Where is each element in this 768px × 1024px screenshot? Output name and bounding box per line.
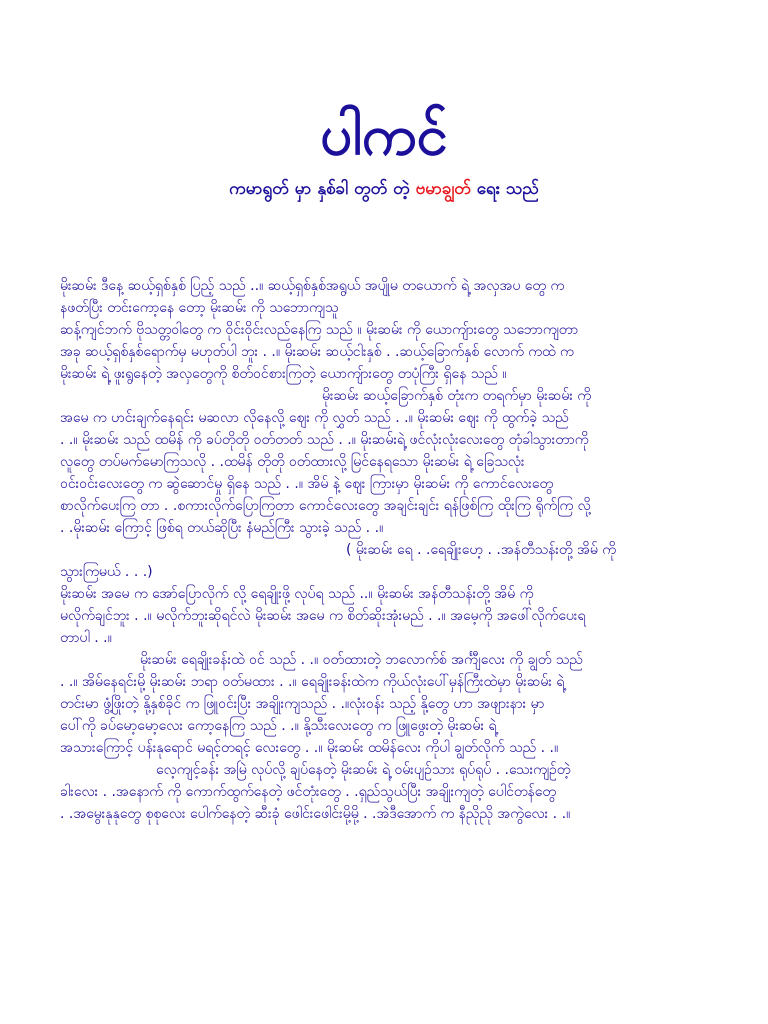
text-line: . .အမွေးနုနုတွေ စုစုလေး ပေါက်နေတဲ့ ဆီးခုံ ဖေါင်းဖေါင်းမို့မို့ . .အဲဒီအောက် က နီညိုညို အကွဲလေး . .။ (60, 806, 571, 822)
story-body (60, 275, 720, 825)
text-line: မလိုက်ချင်ဘူး . .။ မလိုက်ဘူးဆိုရင်လဲ မိုးဆမ်း အမေ က စိတ်ဆိုးအုံးမည် . .။ အမေ့ကို အဖေါ်လိုက်ပေးရ (60, 608, 586, 624)
text-line: လေ့ကျင့်ခန်း အမြဲ လုပ်လို့ ချပ်နေတဲ့ မိုးဆမ်း ရဲ့ ဝမ်းပျဉ်သား ရုပ်ရုပ် . .သေးကျဉ်တဲ့ (156, 762, 571, 778)
text-line: . .။ အိမ်နေရင်းမို့ မိုးဆမ်း ဘရာ ဝတ်မထား . .။ ရေချိုးခန်းထဲက ကိုယ်လုံးပေါ်မှန်ကြီးထဲမှာ မိုးဆမ်း ရဲ့ (60, 674, 565, 690)
text-line: စာလိုက်ပေးကြ တာ . .စကားလိုက်ပြောကြတာ ကောင်လေးတွေ အချင်းချင်း ရန်ဖြစ်ကြ ထိုးကြ ရိုက်ကြ လို့ (60, 498, 591, 514)
text-line: မိုးဆမ်း ရေချိုးခန်းထဲ ဝင် သည် . .။ ဝတ်ထားတဲ့ ဘလောက်စ် အင်္ကျီလေး ကို ချွတ် သည် (140, 652, 583, 668)
text-line: ( မိုးဆမ်း ရေ . .ရေချိုးဟေ့ . .အန်တီသန်းတို့ အိမ် ကို (346, 542, 616, 558)
text-line: မိုးဆမ်း ဆယ့်ခြောက်နှစ် တုံးက တရက်မှာ မိုးဆမ်း ကို (322, 388, 592, 404)
byline-suffix: ရေး သည် (476, 179, 539, 199)
text-line: . .။ မိုးဆမ်း သည် ထမိန် ကို ခပ်တိုတို ဝတ်တတ် သည် . .။ မိုးဆမ်းရဲ့ ဖင်လုံးလုံးလေးတွေ တုံခါသွားတာကို (60, 432, 589, 448)
text-line: တင်းမာ ဖွံ့ဖြိုးတဲ့ နို့နှစ်ခိုင် က ဖြူဝင်းပြီး အချိုးကျသည် . .။လုံးဝန်း သည့် နို့တွေ ဟာ အဖျားနား မှာ (60, 696, 545, 712)
text-line: အသားကြောင့် ပန်းနုရောင် မရင့်တရင့် လေးတွေ . .။ မိုးဆမ်း ထမိန်လေး ကိုပါ ချွတ်လိုက် သည် . .။ (60, 740, 559, 756)
text-line: မိုးဆမ်း ရဲ့ ဖူးရွနေတဲ့ အလှတွေကို စိတ်ဝင်စားကြတဲ့ ယောကျ်ားတွေ တပုံကြီး ရှိနေ သည် ။ (60, 366, 507, 382)
text-line: နဖတ်ပြီး တင်းကော့နေ တော့ မိုးဆမ်း ကို သဘောကျသူ (60, 300, 339, 316)
text-line: ပေါ်ကို ခပ်မော့မော့လေး ကော့နေကြ သည် . .။ နို့သီးလေးတွေ က ဖြူဖွေးတဲ့ မိုးဆမ်း ရဲ့ (60, 718, 497, 734)
story-title: ပါကင် (320, 103, 448, 168)
text-line: တာပါ . .။ (60, 630, 112, 646)
text-line: . .မိုးဆမ်း ကြောင့် ဖြစ်ရ တယ်ဆိုပြီး နံမည်ကြီး သွားခဲ့ သည် . .။ (60, 520, 384, 536)
text-line: ဆန့်ကျင်ဘက် ဗိုသတ္တဝါတွေ က ဝိုင်းဝိုင်းလည်နေကြ သည် ။ မိုးဆမ်း ကို ယောကျ်ားတွေ သဘောကျတာ (60, 322, 579, 338)
text-line: မိုးဆမ်း ဒီနေ့ ဆယ့်ရှစ်နှစ် ပြည့် သည် ..။ ဆယ့်ရှစ်နှစ်အရွယ် အပျိုမ တယောက် ရဲ့ အလှအပ တွေ က (60, 278, 565, 294)
text-line: အမေ က ဟင်းချက်နေရင်း မဆလာ လိုနေလို့ ဈေး ကို လွှတ် သည် . .။ မိုးဆမ်း ဈေး ကို ထွက်ခဲ့ သည် (60, 410, 569, 426)
byline-prefix: ကမာရွတ် မှာ နှစ်ခါ တွတ် တဲ့ (229, 179, 410, 199)
text-line: ဝင်းဝင်းလေးတွေ က ဆွဲဆောင်မှု ရှိနေ သည် . .။ အိမ် နဲ့ ဈေး ကြားမှာ မိုးဆမ်း ကို ကောင်လေးတွေ (60, 476, 554, 492)
text-line: မိုးဆမ်း အမေ က အော်ပြောလိုက် လို့ ရေချိုးဖို့ လုပ်ရ သည် ..။ မိုးဆမ်း အန်တီသန်းတို့ အိမ် ကို (60, 586, 534, 602)
author-name: ဗမာချွတ် (415, 179, 471, 199)
text-line: လူတွေ တပ်မက်မောကြသလို . .ထမိန် တိုတို ဝတ်ထားလို့ မြင်နေရသော မိုးဆမ်း ရဲ့ ခြေသလုံး (60, 454, 525, 470)
byline (0, 176, 768, 202)
text-line: သွားကြမယ် . . .) (60, 564, 153, 580)
text-line: အခု ဆယ့်ရှစ်နှစ်ရောက်မှ မဟုတ်ပါ ဘူး . .။ မိုးဆမ်း ဆယ့်ငါးနှစ် . .ဆယ့်ခြောက်နှစ် လောက် ကထဲ က (60, 344, 574, 360)
text-line: ခါးလေး . .အနောက် ကို ကောက်ထွက်နေတဲ့ ဖင်တုံးတွေ . .ရှည်သွယ်ပြီး အချိုးကျတဲ့ ပေါင်တန်တွေ (60, 784, 557, 800)
